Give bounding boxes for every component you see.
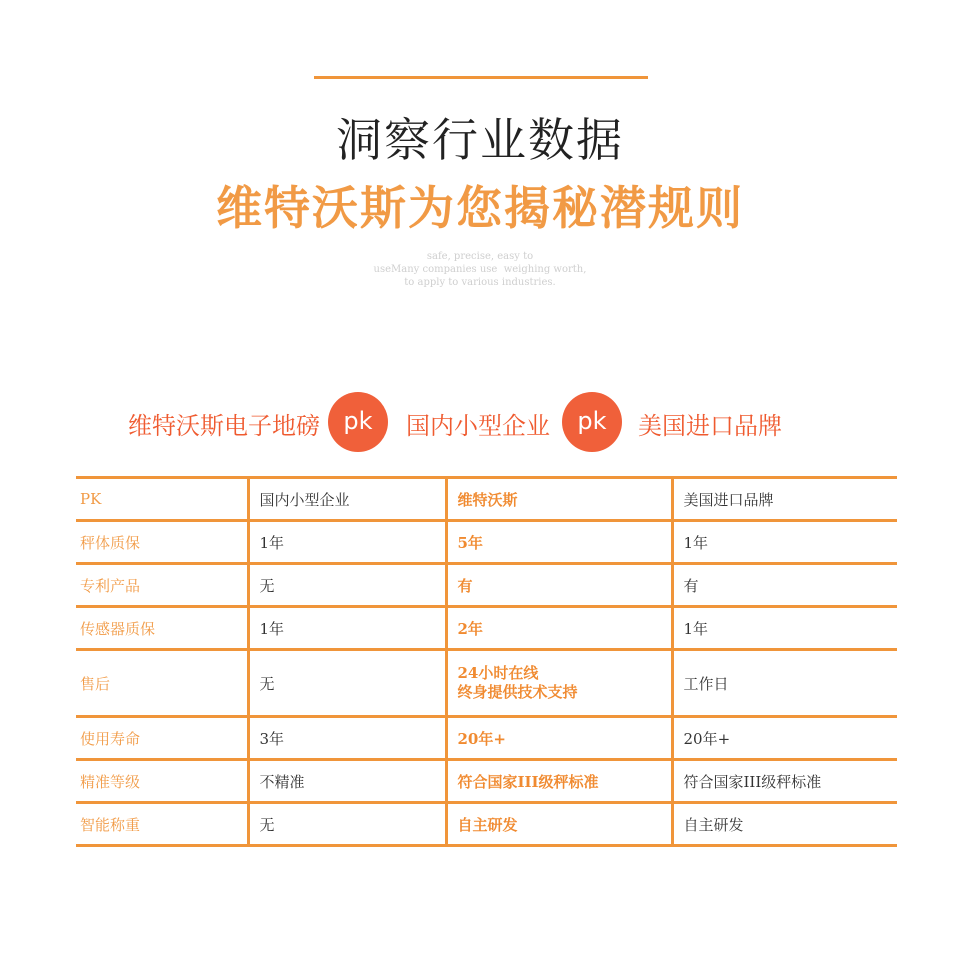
row-label-cell: 传感器质保 (76, 607, 248, 650)
table-cell: 1年 (672, 607, 897, 650)
brand-a-label: 维特沃斯电子地磅 (128, 412, 320, 440)
tagline-line: to apply to various industries. (404, 277, 556, 288)
row-label-cell: 使用寿命 (76, 717, 248, 760)
pk-comparison-row (0, 392, 960, 456)
row-label-cell: PK (76, 478, 248, 521)
table-cell: 维特沃斯 (446, 478, 672, 521)
table-row (76, 650, 897, 717)
table-cell: 无 (248, 564, 446, 607)
table-row (76, 521, 897, 564)
comparison-table (76, 476, 897, 847)
table-row (76, 803, 897, 846)
table-cell: 5年 (446, 521, 672, 564)
top-divider (314, 76, 648, 79)
table-cell: 1年 (248, 521, 446, 564)
table-header-row (76, 478, 897, 521)
table-cell: 无 (248, 650, 446, 717)
pk-badge: pk (562, 392, 622, 452)
table-cell: 自主研发 (446, 803, 672, 846)
row-label-cell: 专利产品 (76, 564, 248, 607)
table-cell: 1年 (672, 521, 897, 564)
brand-c-label: 美国进口品牌 (638, 412, 782, 440)
tagline-line: useMany companies use weighing worth, (373, 264, 587, 275)
table-row (76, 760, 897, 803)
table-cell: 无 (248, 803, 446, 846)
table-cell: 自主研发 (672, 803, 897, 846)
table-cell: 3年 (248, 717, 446, 760)
table-cell: 不精准 (248, 760, 446, 803)
table-cell: 符合国家III级秤标准 (672, 760, 897, 803)
row-label-cell: 精准等级 (76, 760, 248, 803)
table-row (76, 607, 897, 650)
row-label-cell: 售后 (76, 650, 248, 717)
brand-b-label: 国内小型企业 (406, 412, 550, 440)
table-cell: 2年 (446, 607, 672, 650)
page-title: 洞察行业数据 (336, 113, 624, 167)
table-cell: 24小时在线 终身提供技术支持 (446, 650, 672, 717)
pk-badge: pk (328, 392, 388, 452)
tagline (0, 250, 960, 289)
table-cell: 20年+ (672, 717, 897, 760)
table-cell: 1年 (248, 607, 446, 650)
table-cell: 国内小型企业 (248, 478, 446, 521)
tagline-line: safe, precise, easy to (426, 251, 534, 262)
table-cell: 符合国家III级秤标准 (446, 760, 672, 803)
row-label-cell: 秤体质保 (76, 521, 248, 564)
table-row (76, 564, 897, 607)
table-cell: 美国进口品牌 (672, 478, 897, 521)
row-label-cell: 智能称重 (76, 803, 248, 846)
table-cell: 有 (446, 564, 672, 607)
table-row (76, 717, 897, 760)
table-cell: 20年+ (446, 717, 672, 760)
page-subtitle: 维特沃斯为您揭秘潜规则 (216, 181, 744, 235)
table-cell: 工作日 (672, 650, 897, 717)
table-cell: 有 (672, 564, 897, 607)
